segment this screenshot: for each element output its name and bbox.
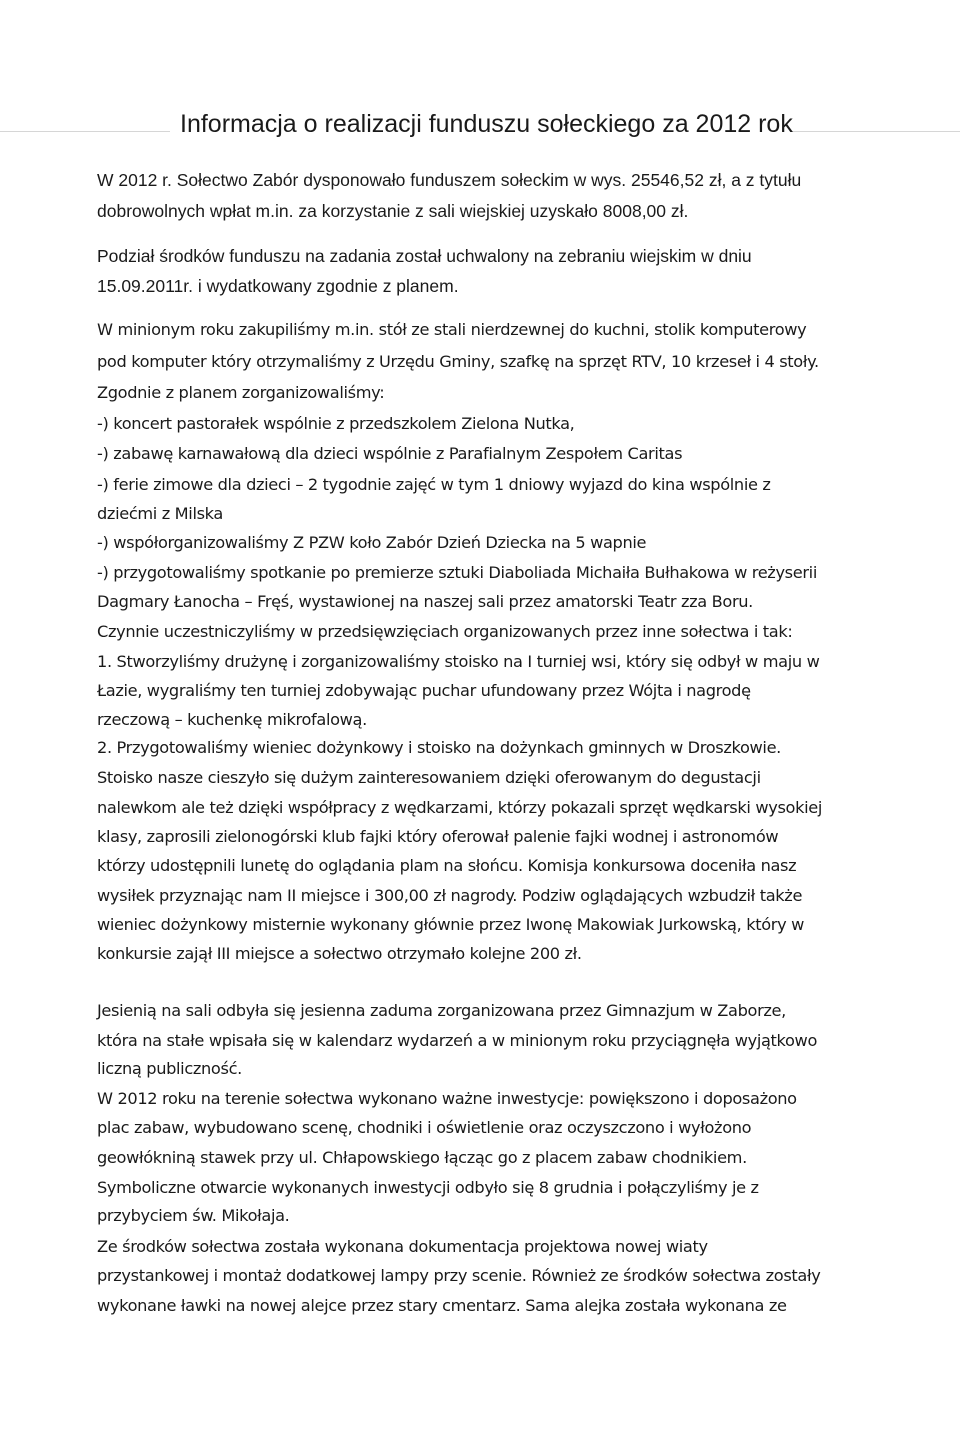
body-line: W minionym roku zakupiliśmy m.in. stół ze stali nierdzewnej do kuchni, stolik komputerowy: [97, 320, 807, 339]
body-line: Dagmary Łanocha – Fręś, wystawionej na naszej sali przez amatorski Teatr zza Boru.: [97, 592, 753, 611]
body-line: dobrowolnych wpłat m.in. za korzystanie z sali wiejskiej uzyskało 8008,00 zł.: [97, 201, 689, 221]
body-line: 2. Przygotowaliśmy wieniec dożynkowy i stoisko na dożynkach gminnych w Droszkowie.: [97, 738, 781, 757]
body-line: -) współorganizowaliśmy Z PZW koło Zabór Dzień Dziecka na 5 wapnie: [97, 533, 647, 552]
body-line: wieniec dożynkowy misternie wykonany głównie przez Iwonę Makowiak Jurkowską, który w: [97, 915, 805, 934]
body-line: Podział środków funduszu na zadania został uchwalony na zebraniu wiejskim w dniu: [97, 246, 752, 266]
document-title: Informacja o realizacji funduszu sołeckiego za 2012 rok: [180, 110, 793, 138]
body-line: Łazie, wygraliśmy ten turniej zdobywając puchar ufundowany przez Wójta i nagrodę: [97, 681, 751, 700]
body-line: Ze środków sołectwa została wykonana dokumentacja projektowa nowej wiaty: [97, 1237, 708, 1256]
body-line: rzeczową – kuchenkę mikrofalową.: [97, 710, 367, 729]
body-line: -) koncert pastorałek wspólnie z przedszkolem Zielona Nutka,: [97, 414, 575, 433]
body-line: Symboliczne otwarcie wykonanych inwestycji odbyło się 8 grudnia i połączyliśmy je z: [97, 1178, 759, 1197]
body-line: 1. Stworzyliśmy drużynę i zorganizowaliśmy stoisko na I turniej wsi, który się odbył w maju w: [97, 652, 820, 671]
body-line: wysiłek przyznając nam II miejsce i 300,00 zł nagrody. Podziw oglądających wzbudził także: [97, 886, 803, 905]
body-line: dziećmi z Milska: [97, 504, 223, 523]
body-line: -) zabawę karnawałową dla dzieci wspólnie z Parafialnym Zespołem Caritas: [97, 444, 683, 463]
body-line: konkursie zajął III miejsce a sołectwo otrzymało kolejne 200 zł.: [97, 944, 582, 963]
body-line: klasy, zaprosili zielonogórski klub fajki który oferował palenie fajki wodnej i astronomów: [97, 827, 779, 846]
body-line: Jesienią na sali odbyła się jesienna zaduma zorganizowana przez Gimnazjum w Zaborze,: [97, 1001, 786, 1020]
scan-artifact-line-left: [0, 131, 170, 132]
body-line: przybyciem św. Mikołaja.: [97, 1206, 290, 1225]
body-line: Czynnie uczestniczyliśmy w przedsięwzięciach organizowanych przez inne sołectwa i tak:: [97, 622, 793, 641]
body-line: przystankowej i montaż dodatkowej lampy przy scenie. Również ze środków sołectwa zostały: [97, 1266, 821, 1285]
body-line: 15.09.2011r. i wydatkowany zgodnie z planem.: [97, 276, 459, 296]
body-line: Zgodnie z planem zorganizowaliśmy:: [97, 383, 385, 402]
body-line: -) przygotowaliśmy spotkanie po premierze sztuki Diaboliada Michaiła Bułhakowa w reżyserii: [97, 563, 817, 582]
scan-artifact-line-right: [790, 131, 960, 132]
body-line: geowłókniną stawek przy ul. Chłapowskiego łącząc go z placem zabaw chodnikiem.: [97, 1148, 747, 1167]
body-line: która na stałe wpisała się w kalendarz wydarzeń a w minionym roku przyciągnęła wyjątkowo: [97, 1031, 817, 1050]
body-line: którzy udostępnili lunetę do oglądania plam na słońcu. Komisja konkursowa doceniła nasz: [97, 856, 797, 875]
body-line: Stoisko nasze cieszyło się dużym zainteresowaniem dzięki oferowanym do degustacji: [97, 768, 761, 787]
body-line: pod komputer który otrzymaliśmy z Urzędu Gminy, szafkę na sprzęt RTV, 10 krzeseł i 4 stoły.: [97, 352, 819, 371]
body-line: -) ferie zimowe dla dzieci – 2 tygodnie zajęć w tym 1 dniowy wyjazd do kina wspólnie z: [97, 475, 771, 494]
body-line: wykonane ławki na nowej alejce przez stary cmentarz. Sama alejka została wykonana ze: [97, 1296, 787, 1315]
body-line: W 2012 roku na terenie sołectwa wykonano ważne inwestycje: powiększono i doposażono: [97, 1089, 797, 1108]
body-line: plac zabaw, wybudowano scenę, chodniki i oświetlenie oraz oczyszczono i wyłożono: [97, 1118, 752, 1137]
body-line: nalewkom ale też dzięki współpracy z wędkarzami, którzy pokazali sprzęt wędkarski wysokiej: [97, 798, 823, 817]
body-line: W 2012 r. Sołectwo Zabór dysponowało funduszem sołeckim w wys. 25546,52 zł, a z tytułu: [97, 170, 802, 190]
body-line: liczną publiczność.: [97, 1059, 242, 1078]
